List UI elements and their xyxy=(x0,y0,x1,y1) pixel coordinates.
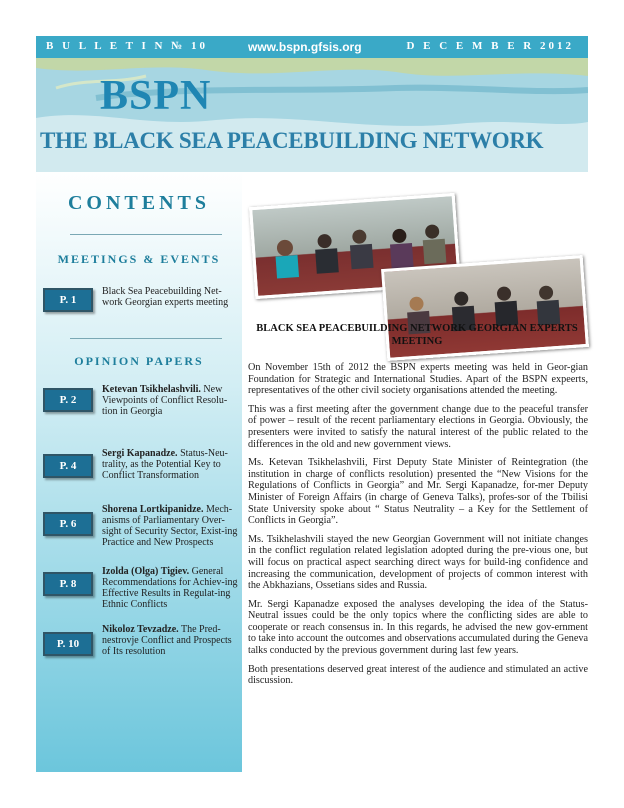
issue-date: D E C E M B E R 2012 xyxy=(406,40,574,52)
article-paragraph: This was a first meeting after the government change due to the peaceful transfer of power – result of the recent parliamentary elections in Georgia. Obviously, the presenters were invited to satisfy the natural interest of the public related to the differences in the old and new government views. xyxy=(248,403,588,450)
article-paragraph: On November 15th of 2012 the BSPN experts meeting was held in Geor-gian Foundation for Strategic and International Studies. Apart of the BSPN expeerts, representatives of the other civil society organisations attended the meeting. xyxy=(248,362,588,397)
bulletin-number: B U L L E T I N № 10 xyxy=(46,40,209,52)
contents-item[interactable]: Ketevan Tsikhelashvili. New Viewpoints of Conflict Resolu-tion in Georgia xyxy=(102,384,228,417)
contents-item[interactable]: Izolda (Olga) Tigiev. General Recommendations for Achiev-ing Effective Results in Regulat-ing Ethnic Conflicts xyxy=(102,566,238,610)
opinion-heading: OPINION PAPERS xyxy=(74,354,204,368)
page-link-p6[interactable]: P. 6 xyxy=(43,512,93,536)
article-paragraph: Ms. Tsikhelashvili stayed the new Georgian Government will not initiate changes in the conflict regulation related legislation adopted during the pre-vious one, but will focus on practical aspect searching direct ways for build-ing confidence and increasing the communication, development of projects of common interest with the Abkhazians, Ossetians sides and Russia. xyxy=(248,533,588,592)
page-link-p2[interactable]: P. 2 xyxy=(43,388,93,412)
page-link-p4[interactable]: P. 4 xyxy=(43,454,93,478)
contents-item[interactable]: Black Sea Peacebuilding Net-work Georgian experts meeting xyxy=(102,286,229,308)
meetings-heading: MEETINGS & EVENTS xyxy=(57,252,221,266)
article-paragraph: Both presentations deserved great interest of the audience and stimulated an active discussion. xyxy=(248,663,588,687)
contents-item[interactable]: Shorena Lortkipanidze. Mech-anisms of Parliamentary Over-sight of Security Sector, Exist-ing Practice and New Prospects xyxy=(102,504,238,548)
top-bar xyxy=(36,36,588,58)
website-link[interactable]: www.bspn.gfsis.org xyxy=(248,40,362,54)
page-link-p10[interactable]: P. 10 xyxy=(43,632,93,656)
bspn-logo-text: BSPN xyxy=(100,73,212,119)
article-body xyxy=(248,362,588,694)
page-link-p8[interactable]: P. 8 xyxy=(43,572,93,596)
divider xyxy=(70,338,222,339)
article-title: BLACK SEA PEACEBUILDING NETWORK GEORGIAN EXPERTS MEETING xyxy=(256,323,578,347)
contents-heading: CONTENTS xyxy=(67,192,211,214)
article-paragraph: Mr. Sergi Kapanadze exposed the analyses developing the idea of the Status-Neutral issues could be the only topics where the conflicting sides are able to cooperate or reach consensus in. In this regards, he advised the new gov-ernment to take into account the outcomes and observations accumulated during the Geneva talks conducted by the previous government during last few years. xyxy=(248,598,588,657)
network-title: THE BLACK SEA PEACEBUILDING NETWORK xyxy=(40,128,544,153)
article-paragraph: Ms. Ketevan Tsikhelashvili, First Deputy State Minister of Reintegration (the institution in charge of conflicts resolution) presented the “New Visions for the Regulations of Conflicts in Georgia” and Mr. Sergi Kapanadze, for-mer Deputy Minister of Foreign Affairs (in charge of Geneva Talks), profes-sor of the Tbilisi State University spoke about “ Status Neutrality – a Key for the Settlement of Conflicts in Georgia”. xyxy=(248,457,588,527)
page-link-p1[interactable]: P. 1 xyxy=(43,288,93,312)
bulletin-page xyxy=(36,36,588,772)
divider xyxy=(70,234,222,235)
contents-item[interactable]: Nikoloz Tevzadze. The Pred-nestrovje Conflict and Prospects of Its resolution xyxy=(102,624,232,657)
contents-sidebar xyxy=(36,172,242,772)
header-banner xyxy=(36,36,588,172)
contents-item[interactable]: Sergi Kapanadze. Status-Neu-trality, as the Potential Key to Conflict Transformation xyxy=(102,448,228,481)
